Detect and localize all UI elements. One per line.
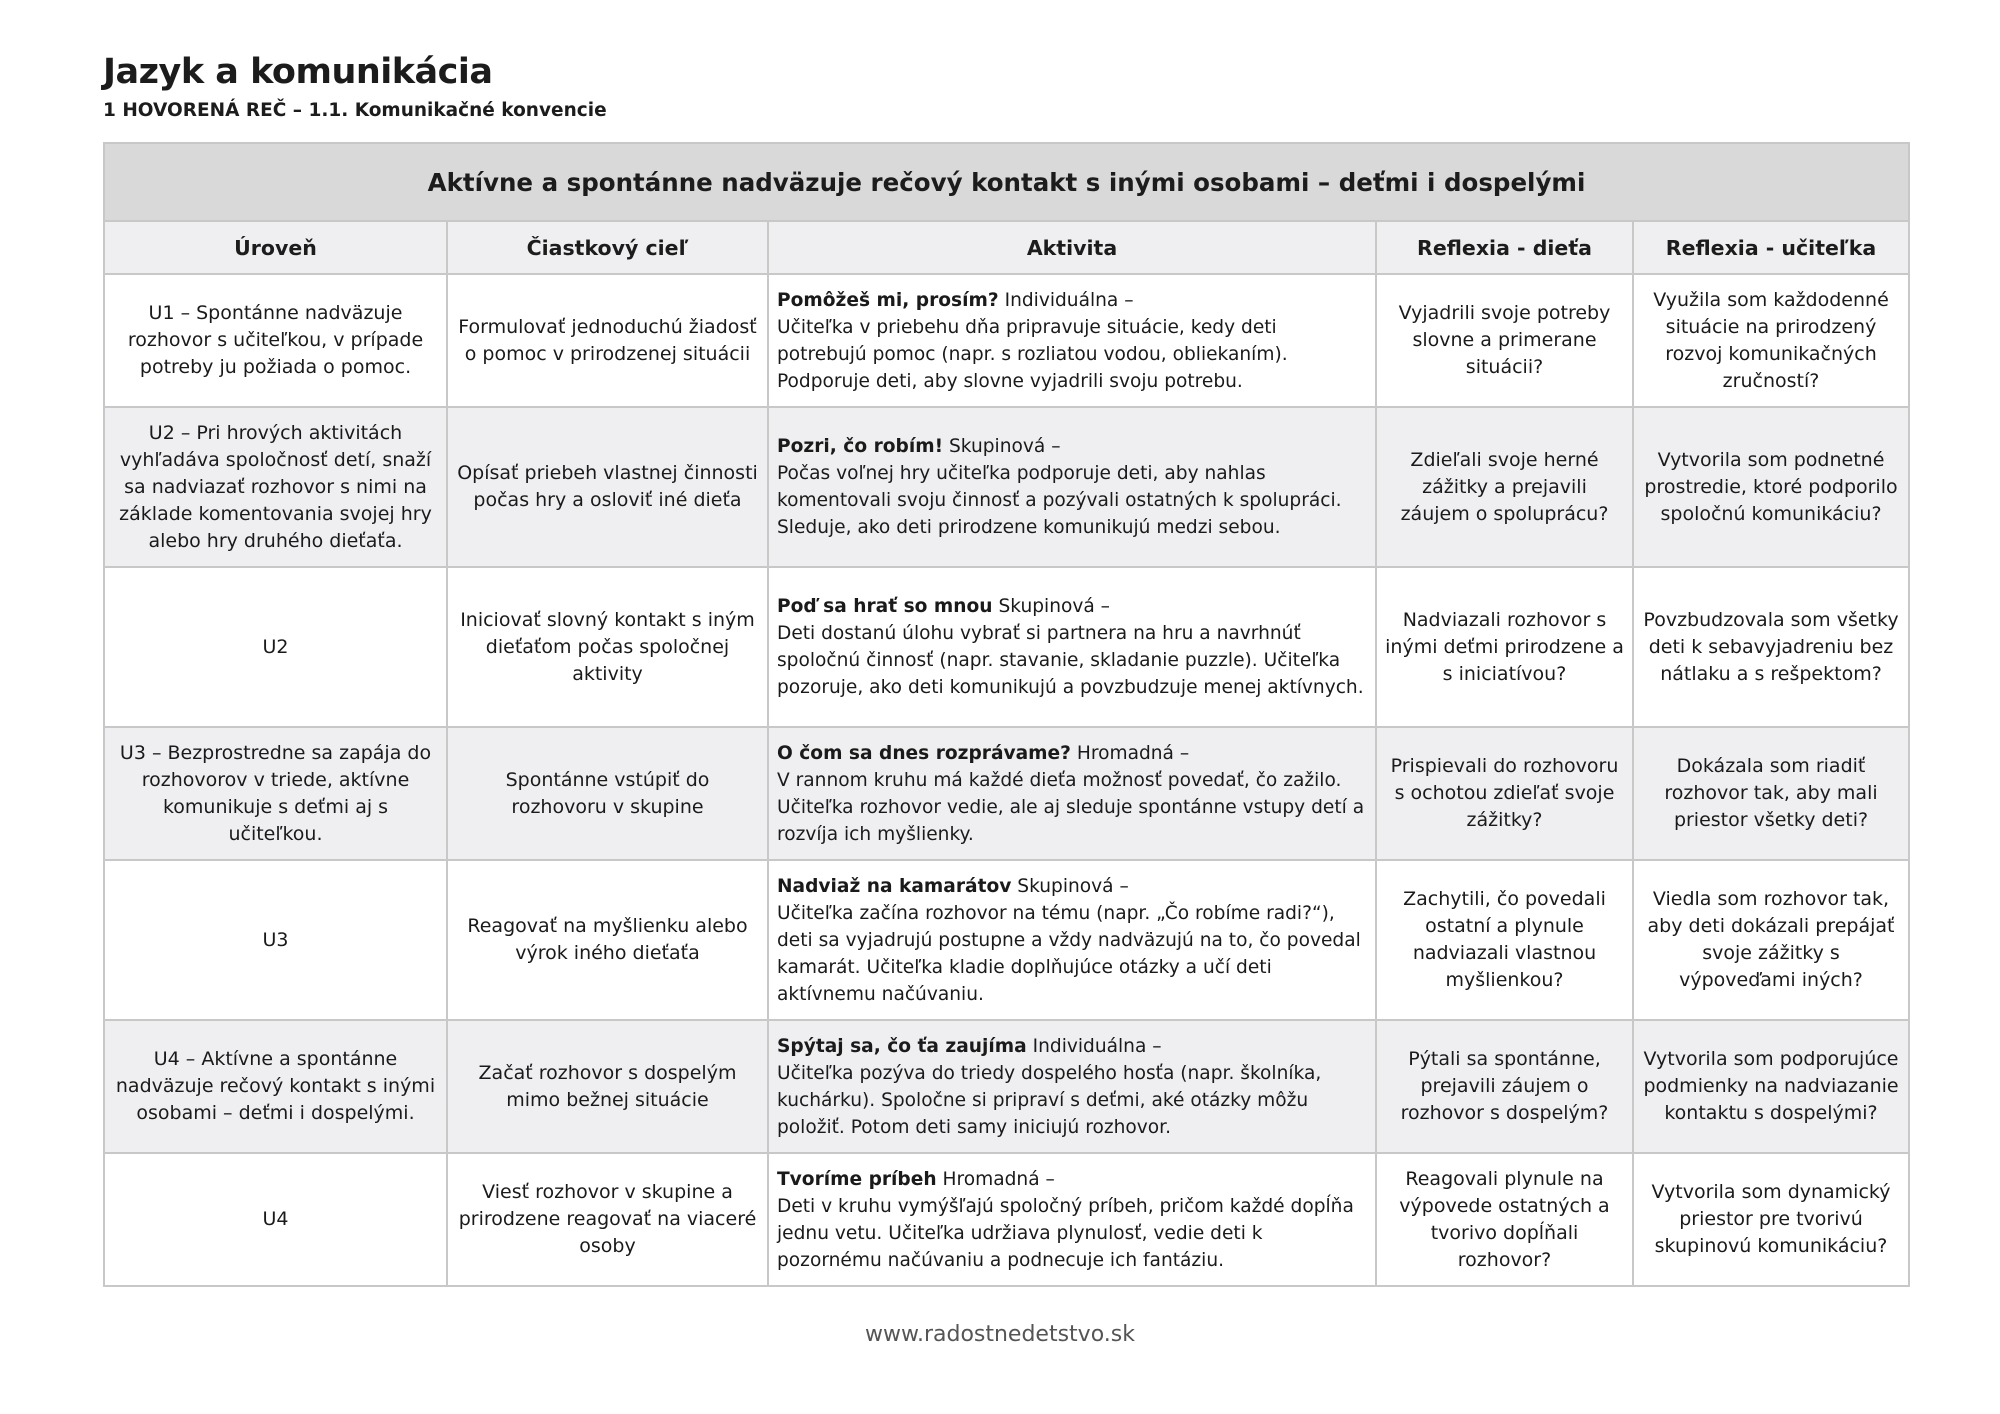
activity-cell [768, 274, 1376, 407]
goal-cell: Reagovať na myšlienku alebo výrok iného dieťaťa [447, 860, 768, 1020]
reflection-child-cell: Prispievali do rozhovoru s ochotou zdieľať svoje zážitky? [1376, 727, 1633, 860]
activity-type: Hromadná – [936, 1168, 1055, 1190]
activity-type: Skupinová – [943, 436, 1061, 457]
activity-description: Počas voľnej hry učiteľka podporuje deti, aby nahlas komentovali svoju činnosť a pozývali ostatných k spolupráci. Sleduje, ako deti prirodzene komunikujú medzi sebou. [777, 463, 1342, 538]
table-row [104, 1020, 1909, 1153]
activity-type: Skupinová – [1011, 875, 1129, 897]
activity-table [103, 142, 1910, 1287]
table-row [104, 567, 1909, 727]
table-row [104, 860, 1909, 1020]
activity-cell [768, 567, 1376, 727]
reflection-child-cell: Vyjadrili svoje potreby slovne a primerane situácii? [1376, 274, 1633, 407]
footer-website: www.radostnedetstvo.sk [865, 1322, 1135, 1347]
activity-title: Pozri, čo robím! [777, 436, 944, 457]
reflection-teacher-cell: Dokázala som riadiť rozhovor tak, aby mali priestor všetky deti? [1633, 727, 1909, 860]
page-subtitle: 1 HOVORENÁ REČ – 1.1. Komunikačné konvencie [103, 100, 607, 121]
column-header-reflection-teacher: Reflexia - učiteľka [1633, 221, 1909, 274]
activity-title: Poď sa hrať so mnou [777, 596, 993, 617]
activity-type: Individuálna – [1026, 1035, 1162, 1057]
reflection-teacher-cell: Viedla som rozhovor tak, aby deti dokázali prepájať svoje zážitky s výpoveďami iných? [1633, 860, 1909, 1020]
reflection-teacher-cell: Využila som každodenné situácie na prirodzený rozvoj komunikačných zručností? [1633, 274, 1909, 407]
activity-description: Deti v kruhu vymýšľajú spoločný príbeh, pričom každé dopĺňa jednu vetu. Učiteľka udržiava plynulosť, vedie deti k pozornému načúvaniu a podnecuje ich fantáziu. [777, 1195, 1354, 1271]
table-main-heading: Aktívne a spontánne nadväzuje rečový kontakt s inými osobami – deťmi i dospelými [104, 143, 1909, 221]
level-cell: U2 [104, 567, 447, 727]
table-row [104, 727, 1909, 860]
level-cell: U4 [104, 1153, 447, 1286]
activity-cell [768, 407, 1376, 567]
table-row [104, 274, 1909, 407]
activity-cell [768, 727, 1376, 860]
column-header-activity: Aktivita [768, 221, 1376, 274]
reflection-teacher-cell: Vytvorila som podnetné prostredie, ktoré podporilo spoločnú komunikáciu? [1633, 407, 1909, 567]
activity-type: Hromadná – [1070, 742, 1190, 764]
reflection-child-cell: Zachytili, čo povedali ostatní a plynule nadviazali vlastnou myšlienkou? [1376, 860, 1633, 1020]
activity-description: Učiteľka začína rozhovor na tému (napr. „Čo robíme radi?“), deti sa vyjadrujú postupne a vždy nadväzujú na to, čo povedal kamarát. Učiteľka kladie doplňujúce otázky a učí deti aktívnemu načúvaniu. [777, 902, 1361, 1005]
activity-title: O čom sa dnes rozprávame? [777, 742, 1071, 764]
goal-cell: Spontánne vstúpiť do rozhovoru v skupine [447, 727, 768, 860]
activity-title: Nadviaž na kamarátov [777, 875, 1012, 897]
table-row [104, 407, 1909, 567]
level-cell: U3 – Bezprostredne sa zapája do rozhovorov v triede, aktívne komunikuje s deťmi aj s učiteľkou. [104, 727, 447, 860]
page-title: Jazyk a komunikácia [103, 52, 493, 92]
reflection-teacher-cell: Vytvorila som podporujúce podmienky na nadviazanie kontaktu s dospelými? [1633, 1020, 1909, 1153]
goal-cell: Začať rozhovor s dospelým mimo bežnej situácie [447, 1020, 768, 1153]
activity-description: Učiteľka v priebehu dňa pripravuje situácie, kedy deti potrebujú pomoc (napr. s rozliatou vodou, obliekaním). Podporuje deti, aby slovne vyjadrili svoju potrebu. [777, 316, 1288, 392]
activity-type: Skupinová – [992, 596, 1110, 617]
activity-description: Deti dostanú úlohu vybrať si partnera na hru a navrhnúť spoločnú činnosť (napr. stavanie, skladanie puzzle). Učiteľka pozoruje, ako deti komunikujú a povzbudzuje menej aktívnych. [777, 623, 1364, 698]
goal-cell: Iniciovať slovný kontakt s iným dieťaťom počas spoločnej aktivity [447, 567, 768, 727]
level-cell: U4 – Aktívne a spontánne nadväzuje rečový kontakt s inými osobami – deťmi i dospelými. [104, 1020, 447, 1153]
reflection-child-cell: Zdieľali svoje herné zážitky a prejavili záujem o spoluprácu? [1376, 407, 1633, 567]
table-row [104, 1153, 1909, 1286]
level-cell: U1 – Spontánne nadväzuje rozhovor s učiteľkou, v prípade potreby ju požiada o pomoc. [104, 274, 447, 407]
column-header-goal: Čiastkový cieľ [447, 221, 768, 274]
activity-title: Pomôžeš mi, prosím? [777, 289, 999, 311]
activity-cell [768, 860, 1376, 1020]
reflection-child-cell: Nadviazali rozhovor s inými deťmi prirodzene a s iniciatívou? [1376, 567, 1633, 727]
column-header-reflection-child: Reflexia - dieťa [1376, 221, 1633, 274]
reflection-child-cell: Reagovali plynule na výpovede ostatných a tvorivo dopĺňali rozhovor? [1376, 1153, 1633, 1286]
reflection-teacher-cell: Vytvorila som dynamický priestor pre tvorivú skupinovú komunikáciu? [1633, 1153, 1909, 1286]
level-cell: U3 [104, 860, 447, 1020]
goal-cell: Formulovať jednoduchú žiadosť o pomoc v prirodzenej situácii [447, 274, 768, 407]
column-header-row [104, 221, 1909, 274]
reflection-teacher-cell: Povzbudzovala som všetky deti k sebavyjadreniu bez nátlaku a s rešpektom? [1633, 567, 1909, 727]
goal-cell: Viesť rozhovor v skupine a prirodzene reagovať na viaceré osoby [447, 1153, 768, 1286]
activity-title: Tvoríme príbeh [777, 1168, 937, 1190]
column-header-level: Úroveň [104, 221, 447, 274]
activity-cell [768, 1153, 1376, 1286]
activity-title: Spýtaj sa, čo ťa zaujíma [777, 1035, 1027, 1057]
activity-description: Učiteľka pozýva do triedy dospelého hosťa (napr. školníka, kuchárku). Spoločne si pripraví s deťmi, aké otázky môžu položiť. Potom deti samy iniciujú rozhovor. [777, 1062, 1322, 1138]
activity-cell [768, 1020, 1376, 1153]
level-cell: U2 – Pri hrových aktivitách vyhľadáva spoločnosť detí, snaží sa nadviazať rozhovor s nimi na základe komentovania svojej hry alebo hry druhého dieťaťa. [104, 407, 447, 567]
reflection-child-cell: Pýtali sa spontánne, prejavili záujem o rozhovor s dospelým? [1376, 1020, 1633, 1153]
activity-description: V rannom kruhu má každé dieťa možnosť povedať, čo zažilo. Učiteľka rozhovor vedie, ale aj sleduje spontánne vstupy detí a rozvíja ich myšlienky. [777, 769, 1365, 845]
activity-type: Individuálna – [998, 289, 1134, 311]
goal-cell: Opísať priebeh vlastnej činnosti počas hry a osloviť iné dieťa [447, 407, 768, 567]
